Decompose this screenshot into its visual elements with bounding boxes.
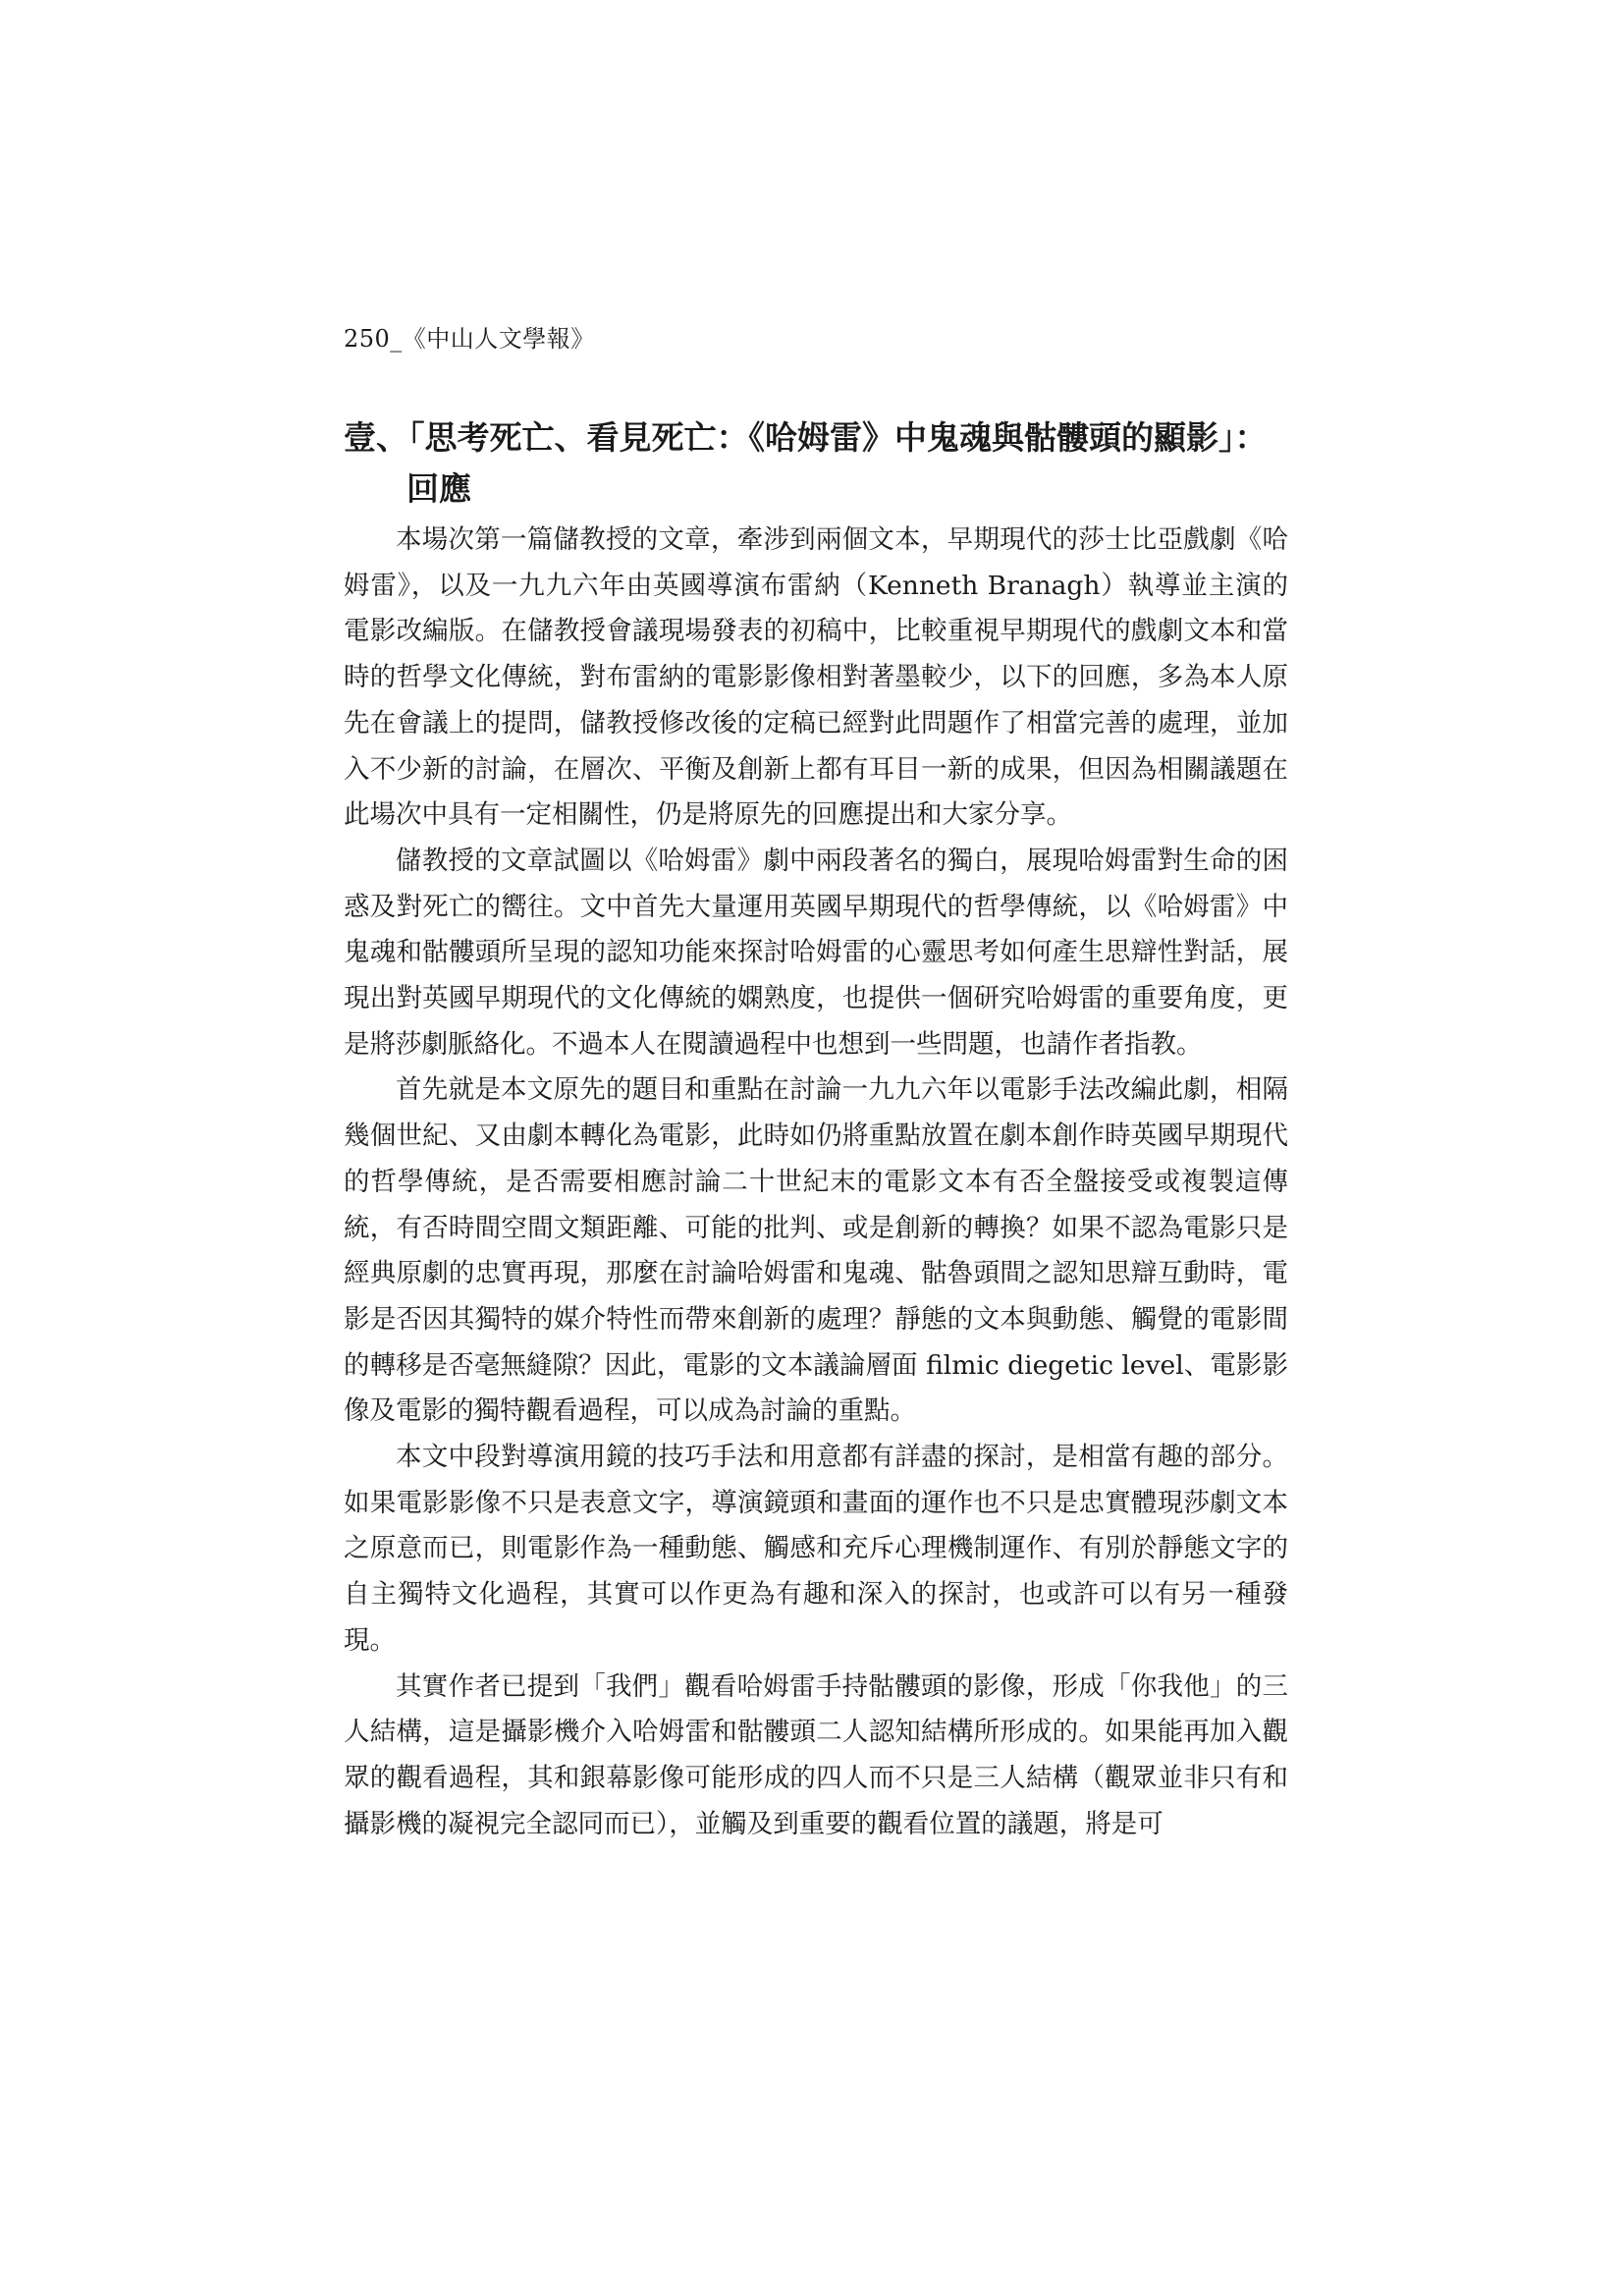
section-heading-line-2: 回應 [406,469,471,508]
paragraph-5: 其實作者已提到「我們」觀看哈姆雷手持骷髏頭的影像，形成「你我他」的三人結構，這是攝影機介入哈姆雷和骷髏頭二人認知結構所形成的。如果能再加入觀眾的觀看過程，其和銀幕影像可能形成的四人而不只是三人結構（觀眾並非只有和攝影機的凝視完全認同而已），並觸及到重要的觀看位置的議題，將是可 [344,1670,1288,1839]
paragraph-1: 本場次第一篇儲教授的文章，牽涉到兩個文本，早期現代的莎士比亞戲劇《哈姆雷》，以及一九九六年由英國導演布雷納（Kenneth Branagh）執導並主演的電影改編版。在儲教授會議現場發表的初稿中，比較重視早期現代的戲劇文本和當時的哲學文化傳統，對布雷納的電影影像相對著墨較少，以下的回應，多為本人原先在會議上的提問，儲教授修改後的定稿已經對此問題作了相當完善的處理，並加入不少新的討論，在層次、平衡及創新上都有耳目一新的成果，但因為相關議題在此場次中具有一定相關性，仍是將原先的回應提出和大家分享。 [344,524,1288,831]
paragraph-3: 首先就是本文原先的題目和重點在討論一九九六年以電影手法改編此劇，相隔幾個世紀、又由劇本轉化為電影，此時如仍將重點放置在劇本創作時英國早期現代的哲學傳統，是否需要相應討論二十世紀末的電影文本有否全盤接受或複製這傳統，有否時間空間文類距離、可能的批判、或是創新的轉換？如果不認為電影只是經典原劇的忠實再現，那麼在討論哈姆雷和鬼魂、骷魯頭間之認知思辯互動時，電影是否因其獨特的媒介特性而帶來創新的處理？靜態的文本與動態、觸覺的電影間的轉移是否毫無縫隙？因此，電影的文本議論層面 filmic diegetic level、電影影像及電影的獨特觀看過程，可以成為討論的重點。 [344,1074,1288,1427]
paragraph-2: 儲教授的文章試圖以《哈姆雷》劇中兩段著名的獨白，展現哈姆雷對生命的困惑及對死亡的嚮往。文中首先大量運用英國早期現代的哲學傳統，以《哈姆雷》中鬼魂和骷髏頭所呈現的認知功能來探討哈姆雷的心靈思考如何產生思辯性對話，展現出對英國早期現代的文化傳統的嫻熟度，也提供一個研究哈姆雷的重要角度，更是將莎劇脈絡化。不過本人在閱讀過程中也想到一些問題，也請作者指教。 [344,845,1288,1060]
section-heading-line-1: 壹、「思考死亡、看見死亡：《哈姆雷》中鬼魂與骷髏頭的顯影」： [344,418,1268,457]
article-body [344,518,1288,1847]
section-heading [344,412,1301,515]
running-header: 250_《中山人文學報》 [344,325,595,353]
paragraph-4: 本文中段對導演用鏡的技巧手法和用意都有詳盡的探討，是相當有趣的部分。如果電影影像不只是表意文字，導演鏡頭和畫面的運作也不只是忠實體現莎劇文本之原意而已，則電影作為一種動態、觸感和充斥心理機制運作、有別於靜態文字的自主獨特文化過程，其實可以作更為有趣和深入的探討，也或許可以有另一種發現。 [344,1442,1288,1656]
